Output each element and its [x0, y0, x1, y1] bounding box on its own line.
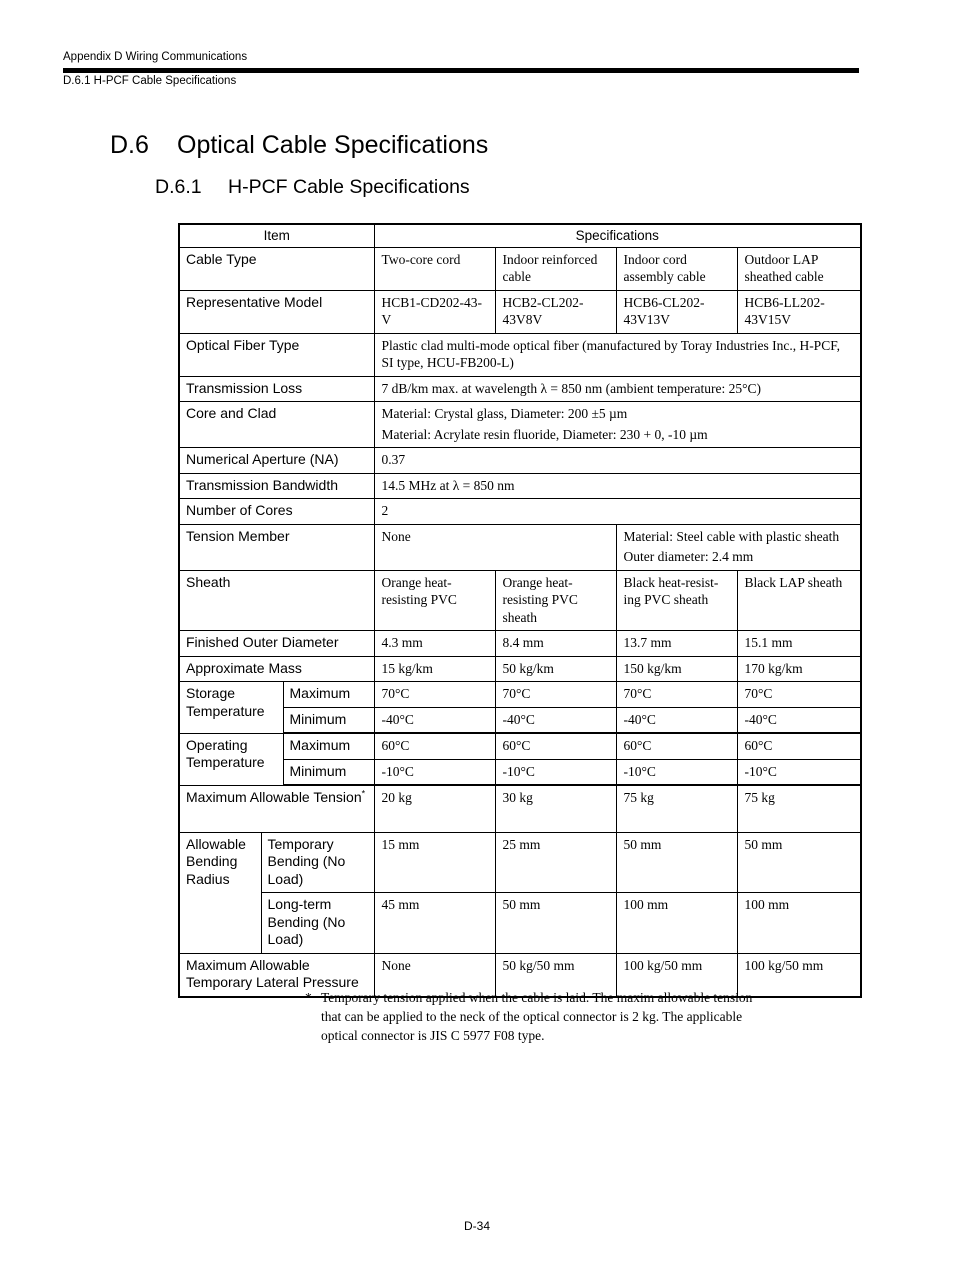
row-sublabel: Maximum — [283, 733, 374, 759]
row-sublabel: Maximum — [283, 682, 374, 708]
row-sublabel: Temporary Bending (No Load) — [261, 832, 374, 893]
table-cell: 50 mm — [495, 893, 616, 954]
row-label: Storage Temperature — [179, 682, 283, 734]
table-cell: HCB2-CL202-43V8V — [495, 290, 616, 333]
table-cell: Two-core cord — [374, 247, 495, 290]
row-label: Maximum Allowable Temporary Lateral Pressure — [179, 953, 374, 997]
row-label: Representative Model — [179, 290, 374, 333]
cell-line: Material: Crystal glass, Diameter: 200 ±5 µm — [381, 406, 628, 421]
row-sublabel: Minimum — [283, 707, 374, 733]
table-cell: HCB6-LL202-43V15V — [737, 290, 861, 333]
table-cell: 60°C — [495, 733, 616, 759]
table-cell: 70°C — [495, 682, 616, 708]
table-cell: -10°C — [374, 759, 495, 785]
table-cell: 30 kg — [495, 785, 616, 832]
table-cell: 50 kg/km — [495, 656, 616, 682]
table-row — [179, 402, 861, 448]
table-cell: Plastic clad multi-mode optical fiber (manufactured by Toray Industries Inc., H-PCF, SI type, HCU-FB200-L) — [374, 333, 861, 376]
row-label: Sheath — [179, 570, 374, 631]
table-cell: 60°C — [616, 733, 737, 759]
table-cell: 70°C — [374, 682, 495, 708]
page-number: D-34 — [463, 1219, 490, 1233]
table-cell: 20 kg — [374, 785, 495, 832]
table-cell: 60°C — [737, 733, 861, 759]
table-cell: Black LAP sheath — [737, 570, 861, 631]
table-cell: HCB6-CL202-43V13V — [616, 290, 737, 333]
row-label: Numerical Aperture (NA) — [179, 448, 374, 474]
table-cell: -40°C — [616, 707, 737, 733]
table-row — [179, 570, 861, 631]
table-cell: 75 kg — [737, 785, 861, 832]
row-label: Operating Temperature — [179, 733, 283, 785]
section-heading — [110, 131, 488, 160]
table-row — [179, 290, 861, 333]
table-cell: 8.4 mm — [495, 631, 616, 657]
row-label: Allowable Bending Radius — [179, 832, 261, 953]
table-cell: 70°C — [737, 682, 861, 708]
table-cell: 50 mm — [616, 832, 737, 893]
table-cell: 50 kg/50 mm — [495, 953, 616, 997]
footnote — [305, 988, 765, 1045]
table-row — [179, 656, 861, 682]
row-label: Core and Clad — [179, 402, 374, 448]
table-cell: 15.1 mm — [737, 631, 861, 657]
table-cell — [616, 524, 861, 570]
row-sublabel: Minimum — [283, 759, 374, 785]
table-cell: 25 mm — [495, 832, 616, 893]
table-cell: Indoor reinforced cable — [495, 247, 616, 290]
table-cell: 170 kg/km — [737, 656, 861, 682]
table-row — [179, 524, 861, 570]
table-row — [179, 682, 861, 708]
section-number: D.6 — [110, 131, 149, 159]
table-header-row — [179, 224, 861, 247]
subsection-number: D.6.1 — [155, 176, 202, 198]
running-header-chapter: Appendix D Wiring Communications — [63, 51, 248, 63]
table-cell: 0.37 — [374, 448, 861, 474]
table-row — [179, 893, 861, 954]
table-cell: Outdoor LAP sheathed cable — [737, 247, 861, 290]
header-rule — [63, 68, 859, 73]
row-label: Finished Outer Diameter — [179, 631, 374, 657]
row-label: Approximate Mass — [179, 656, 374, 682]
table-row — [179, 376, 861, 402]
table-row — [179, 832, 861, 893]
table-cell: Indoor cord assembly cable — [616, 247, 737, 290]
table-cell: 15 mm — [374, 832, 495, 893]
row-sublabel: Long-term Bending (No Load) — [261, 893, 374, 954]
cell-line: Material: Steel cable with plastic sheath — [623, 528, 840, 544]
table-cell: 100 kg/50 mm — [737, 953, 861, 997]
row-label: Optical Fiber Type — [179, 333, 374, 376]
table-cell: -40°C — [737, 707, 861, 733]
table-row — [179, 785, 861, 832]
running-header-section: D.6.1 H-PCF Cable Specifications — [63, 75, 237, 87]
row-label: Tension Member — [179, 524, 374, 570]
footnote-mark: * — [361, 788, 366, 799]
table-cell: 7 dB/km max. at wavelength λ = 850 nm (ambient temperature: 25°C) — [374, 376, 861, 402]
subsection-title: H-PCF Cable Specifications — [228, 176, 470, 198]
table-cell: 14.5 MHz at λ = 850 nm — [374, 473, 861, 499]
spec-table — [178, 223, 862, 998]
table-cell: 70°C — [616, 682, 737, 708]
table-row — [179, 631, 861, 657]
table-cell: -10°C — [495, 759, 616, 785]
row-label-text: Maximum Allowable Tension — [186, 789, 362, 805]
table-cell: -40°C — [495, 707, 616, 733]
table-row — [179, 473, 861, 499]
table-cell: HCB1-CD202-43-V — [374, 290, 495, 333]
table-row — [179, 499, 861, 525]
table-cell: 50 mm — [737, 832, 861, 893]
table-cell: 150 kg/km — [616, 656, 737, 682]
section-title: Optical Cable Specifications — [177, 131, 489, 159]
table-cell: 15 kg/km — [374, 656, 495, 682]
table-cell: Orange heat-resisting PVC sheath — [495, 570, 616, 631]
table-cell: 100 kg/50 mm — [616, 953, 737, 997]
table-cell: 100 mm — [737, 893, 861, 954]
col-header-item: Item — [179, 224, 374, 247]
table-cell: 75 kg — [616, 785, 737, 832]
table-row — [179, 448, 861, 474]
table-cell: None — [374, 524, 616, 570]
cell-line: Outer diameter: 2.4 mm — [623, 549, 754, 564]
table-cell: Orange heat-resisting PVC — [374, 570, 495, 631]
table-cell: 100 mm — [616, 893, 737, 954]
table-cell: 60°C — [374, 733, 495, 759]
col-header-specifications: Specifications — [374, 224, 861, 247]
table-cell: 4.3 mm — [374, 631, 495, 657]
table-cell: Black heat-resist-ing PVC sheath — [616, 570, 737, 631]
cell-line: Material: Acrylate resin fluoride, Diameter: 230 + 0, -10 µm — [381, 426, 708, 442]
row-label: Cable Type — [179, 247, 374, 290]
table-row — [179, 333, 861, 376]
table-cell — [374, 402, 861, 448]
row-label — [179, 785, 374, 832]
footnote-mark: * — [305, 990, 312, 1005]
subsection-heading — [155, 176, 470, 199]
footnote-text: Temporary tension applied when the cable is laid. The maxim allowable tension that can be applied to the neck of the optical connector is 2 kg. The applicable optical connector is JIS C 5977 F08 type. — [321, 990, 753, 1043]
table-cell: 13.7 mm — [616, 631, 737, 657]
table-cell: None — [374, 953, 495, 997]
table-cell: -10°C — [737, 759, 861, 785]
table-cell: -10°C — [616, 759, 737, 785]
table-row — [179, 247, 861, 290]
table-cell: -40°C — [374, 707, 495, 733]
row-label: Transmission Loss — [179, 376, 374, 402]
table-row — [179, 733, 861, 759]
table-cell: 45 mm — [374, 893, 495, 954]
table-cell: 2 — [374, 499, 861, 525]
row-label: Transmission Bandwidth — [179, 473, 374, 499]
row-label: Number of Cores — [179, 499, 374, 525]
